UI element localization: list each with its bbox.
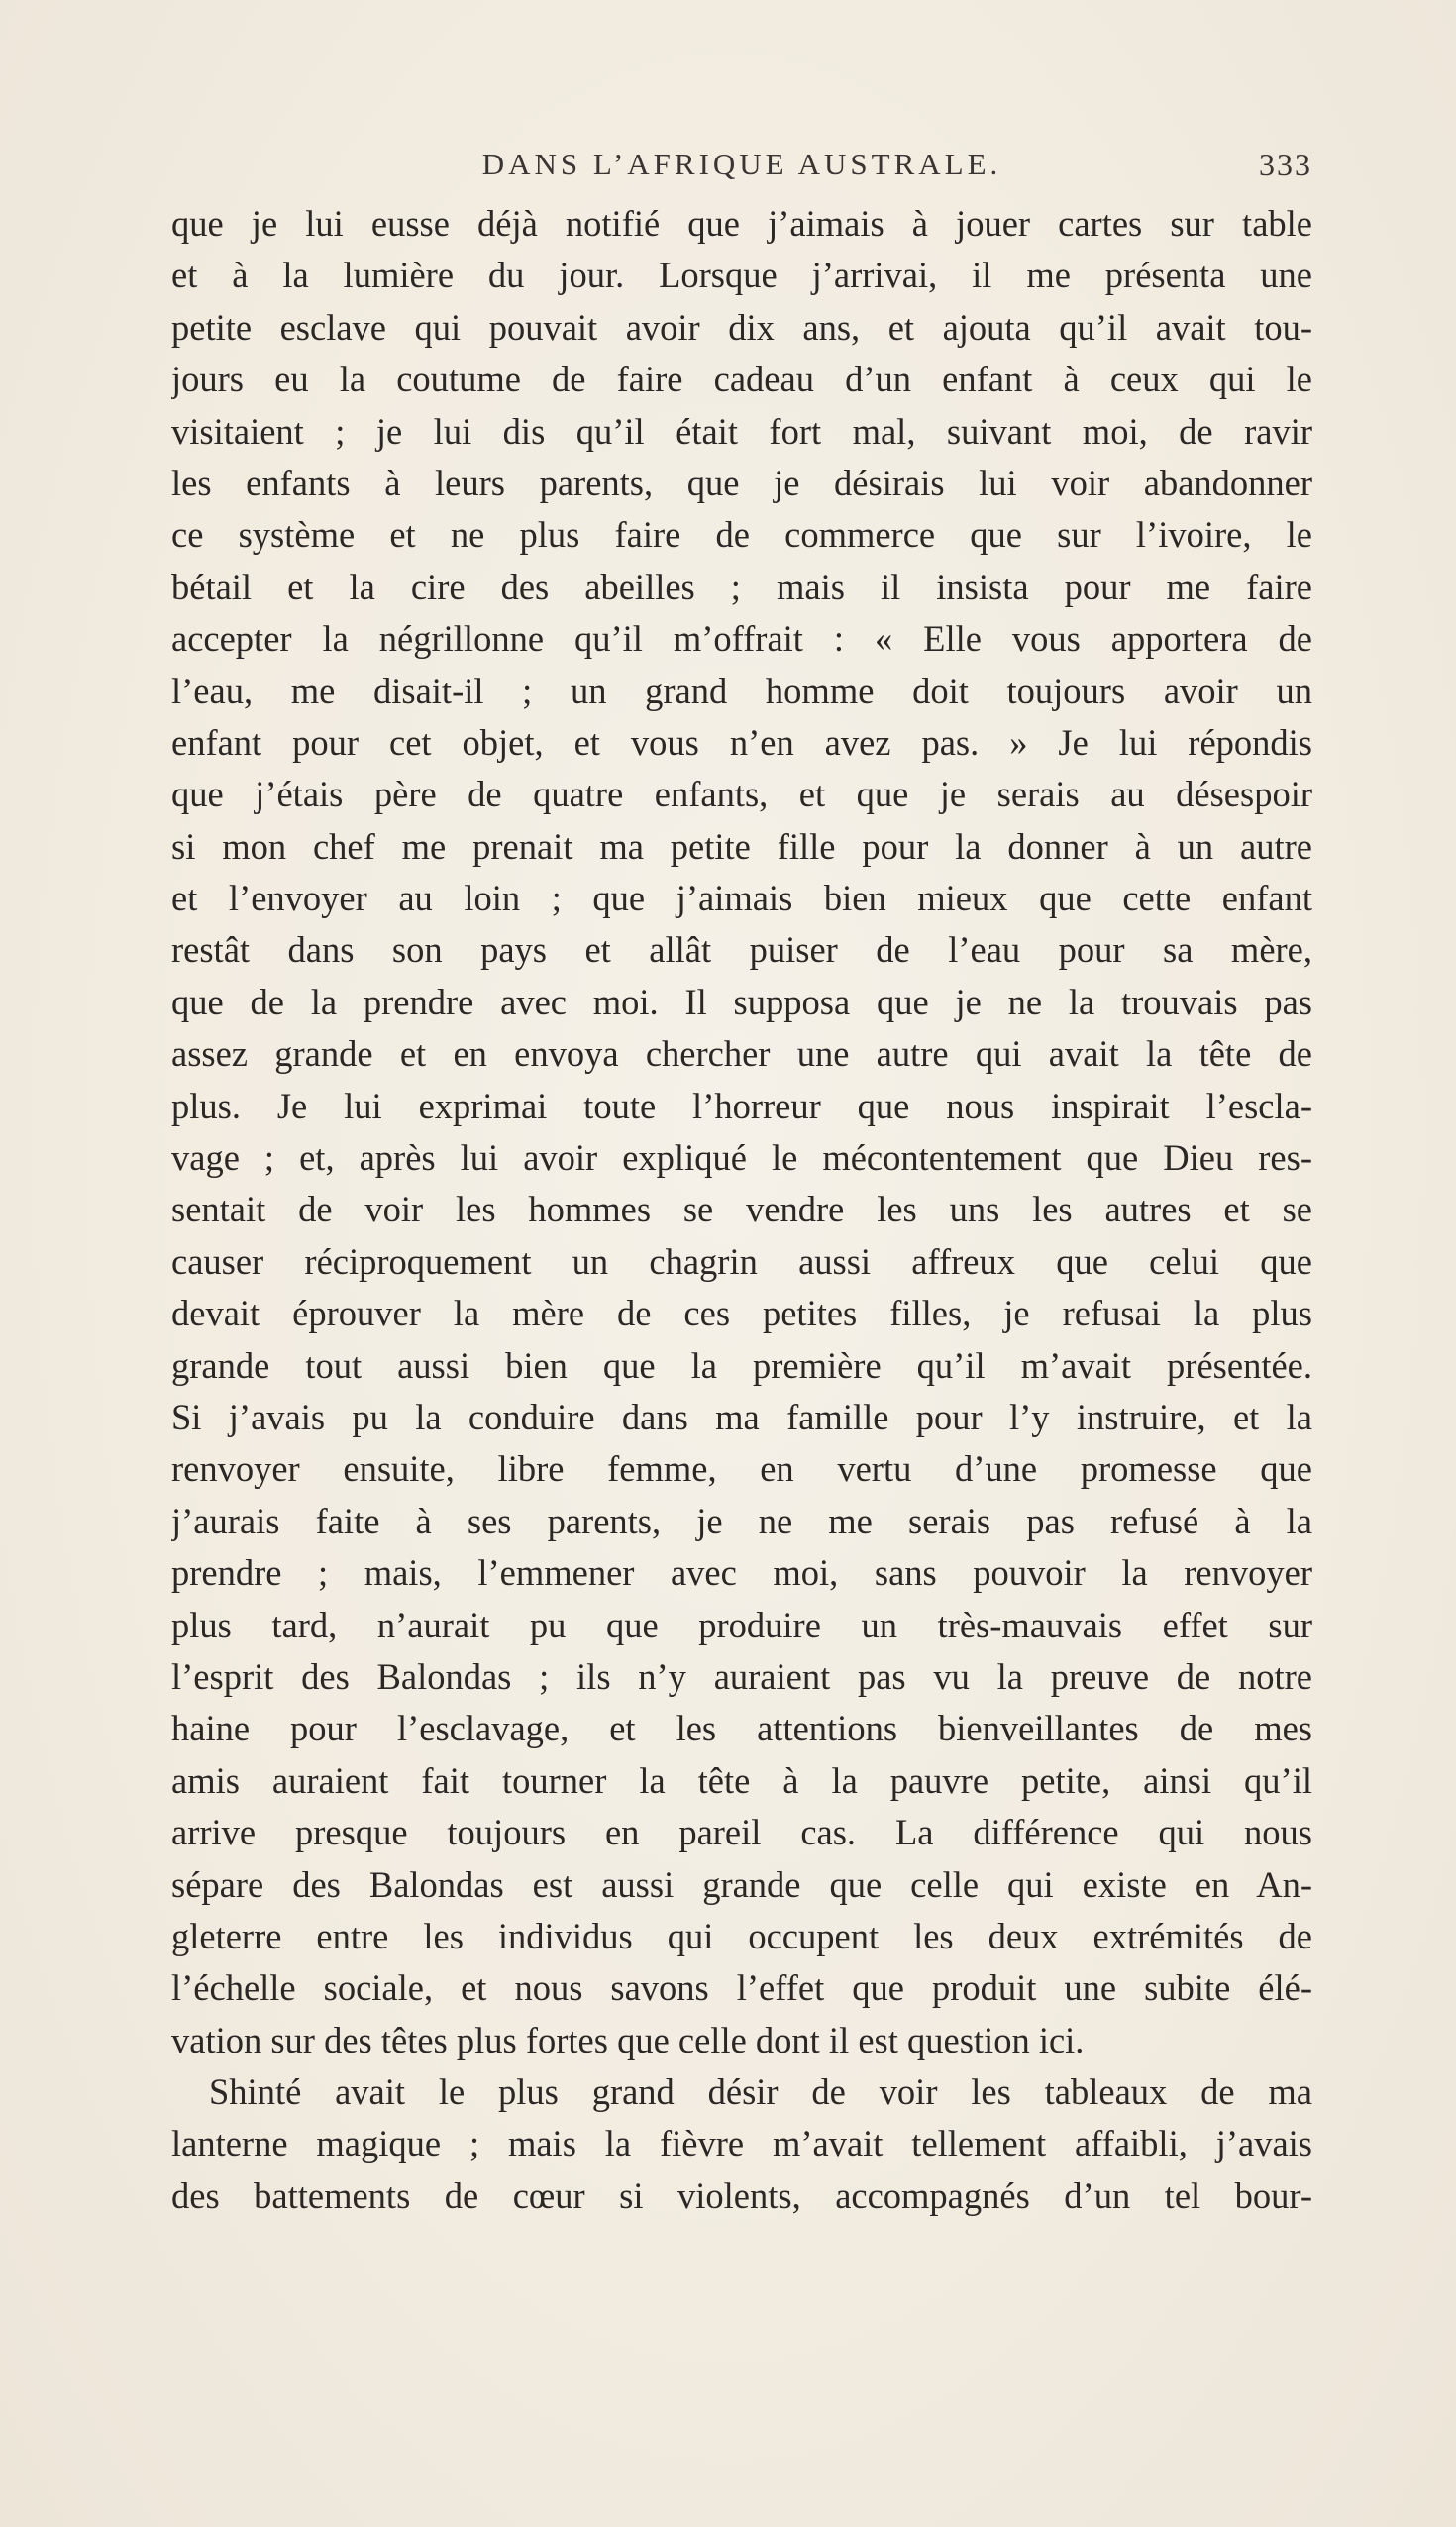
text-line: accepter la négrillonne qu’il m’offrait : « Elle vous apportera de	[171, 618, 1312, 660]
text-line: que je lui eusse déjà notifié que j’aimais à jouer cartes sur table	[171, 203, 1312, 244]
text-line: Shinté avait le plus grand désir de voir les tableaux de ma	[209, 2071, 1312, 2113]
text-line: assez grande et en envoya chercher une autre qui avait la tête de	[171, 1033, 1312, 1075]
text-line: l’esprit des Balondas ; ils n’y auraient pas vu la preuve de notre	[171, 1655, 1312, 1697]
page-number: 333	[1259, 147, 1312, 182]
text-line: grande tout aussi bien que la première qu’il m’avait présentée.	[171, 1344, 1312, 1386]
text-line: arrive presque toujours en pareil cas. La différence qui nous	[171, 1812, 1312, 1853]
text-line: lanterne magique ; mais la fièvre m’avait tellement affaibli, j’avais	[171, 2123, 1312, 2164]
text-line: que j’étais père de quatre enfants, et que je serais au désespoir	[171, 774, 1312, 815]
text-line: vation sur des têtes plus fortes que celle dont il est question ici.	[171, 2019, 1085, 2060]
text-line: bétail et la cire des abeilles ; mais il insista pour me faire	[171, 566, 1312, 607]
text-line: causer réciproquement un chagrin aussi affreux que celui que	[171, 1240, 1312, 1282]
text-line: Si j’avais pu la conduire dans ma famille pour l’y instruire, et la	[171, 1396, 1312, 1437]
text-line: et à la lumière du jour. Lorsque j’arrivai, il me présenta une	[171, 255, 1312, 296]
text-line: enfant pour cet objet, et vous n’en avez pas. » Je lui répondis	[171, 721, 1312, 763]
text-line: l’échelle sociale, et nous savons l’effet que produit une subite élé-	[171, 1967, 1312, 2009]
text-line: gleterre entre les individus qui occupent les deux extrémités de	[171, 1915, 1312, 1956]
text-line: sentait de voir les hommes se vendre les uns les autres et se	[171, 1189, 1312, 1230]
text-line: et l’envoyer au loin ; que j’aimais bien mieux que cette enfant	[171, 878, 1312, 919]
text-line: si mon chef me prenait ma petite fille pour la donner à un autre	[171, 825, 1312, 867]
paragraph-2	[171, 2066, 1312, 2222]
text-line: haine pour l’esclavage, et les attentions bienveillantes de mes	[171, 1708, 1312, 1749]
text-line: amis auraient fait tourner la tête à la pauvre petite, ainsi qu’il	[171, 1759, 1312, 1801]
text-line: les enfants à leurs parents, que je désirais lui voir abandonner	[171, 462, 1312, 503]
text-line: des battements de cœur si violents, accompagnés d’un tel bour-	[171, 2174, 1312, 2216]
text-line: j’aurais faite à ses parents, je ne me serais pas refusé à la	[171, 1500, 1312, 1541]
text-line: ce système et ne plus faire de commerce que sur l’ivoire, le	[171, 514, 1312, 556]
text-line: visitaient ; je lui dis qu’il était fort mal, suivant moi, de ravir	[171, 410, 1312, 452]
paragraph-1	[171, 198, 1312, 2066]
body-text	[171, 198, 1312, 2222]
text-line: petite esclave qui pouvait avoir dix ans, et ajouta qu’il avait tou-	[171, 306, 1312, 348]
text-line: devait éprouver la mère de ces petites filles, je refusai la plus	[171, 1293, 1312, 1334]
page-header	[171, 147, 1312, 186]
text-line: plus tard, n’aurait pu que produire un très-mauvais effet sur	[171, 1604, 1312, 1645]
text-line: restât dans son pays et allât puiser de l’eau pour sa mère,	[171, 929, 1312, 971]
text-line: sépare des Balondas est aussi grande que celle qui existe en An-	[171, 1863, 1312, 1905]
text-line: jours eu la coutume de faire cadeau d’un enfant à ceux qui le	[171, 359, 1312, 400]
text-line: que de la prendre avec moi. Il supposa que je ne la trouvais pas	[171, 981, 1312, 1022]
text-line: plus. Je lui exprimai toute l’horreur que nous inspirait l’escla-	[171, 1085, 1312, 1126]
running-title: DANS L’AFRIQUE AUSTRALE.	[481, 147, 1002, 181]
text-line: l’eau, me disait-il ; un grand homme doit toujours avoir un	[171, 670, 1312, 711]
text-line: vage ; et, après lui avoir expliqué le mécontentement que Dieu res-	[171, 1137, 1312, 1179]
text-line: renvoyer ensuite, libre femme, en vertu d’une promesse que	[171, 1448, 1312, 1490]
text-line: prendre ; mais, l’emmener avec moi, sans pouvoir la renvoyer	[171, 1552, 1312, 1594]
